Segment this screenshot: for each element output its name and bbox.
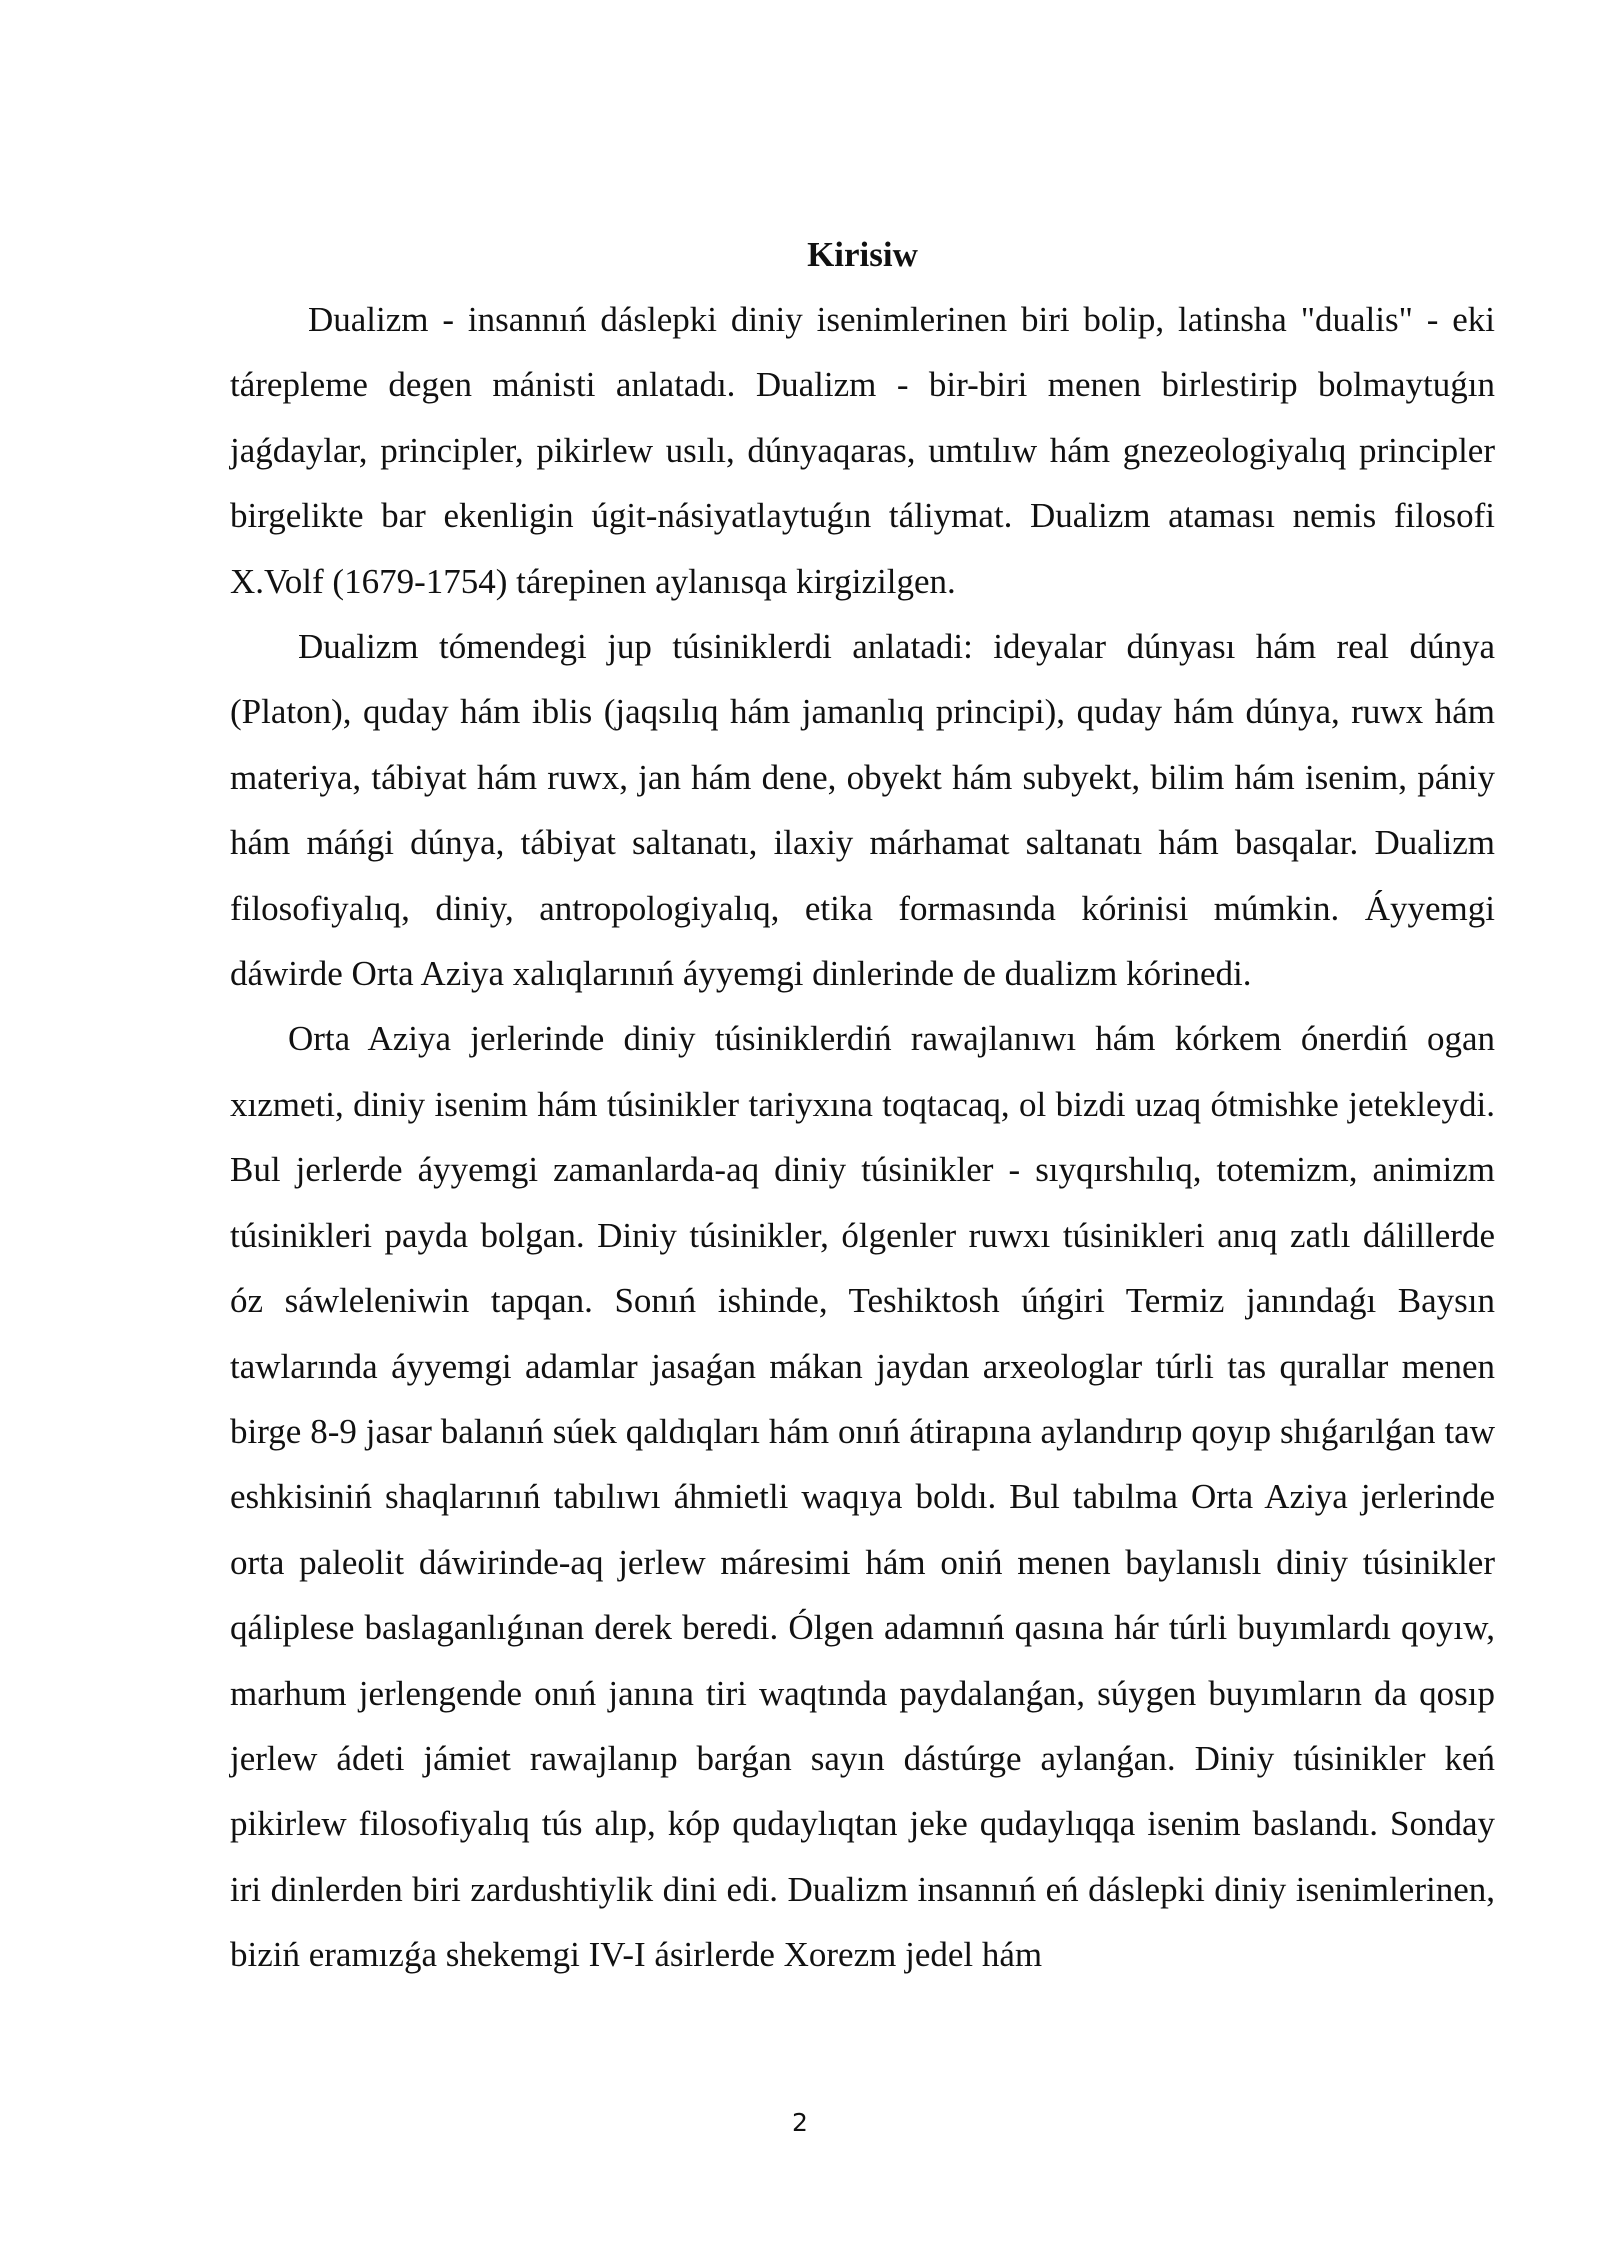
page-number: 2 bbox=[792, 2108, 808, 2137]
paragraph-3: Orta Aziya jerlerinde diniy túsiniklerdiń rawajlanıwı hám kórkem ónerdiń ogan xızmeti, diniy isenim hám túsinikler tariyxına toqtacaq, ol bizdi uzaq ótmishke jetekleydi. Bul jerlerde áyyemgi zamanlarda-aq diniy túsinikler - sıyqırshılıq, totemizm, animizm túsinikleri payda bolgan. Diniy túsinikler, ólgenler ruwxı túsinikleri anıq zatlı dálillerde óz sáwleleniwin tapqan. Sonıń ishinde, Teshiktosh úńgiri Termiz janındaǵı Baysın tawlarında áyyemgi adamlar jasaǵan mákan jaydan arxeologlar túrli tas qurallar menen birge 8-9 jasar balanıń súek qaldıqları hám onıń átirapına aylandırıp qoyıp shıǵarılǵan taw eshkisiniń shaqlarınıń tabılıwı áhmietli waqıya boldı. Bul tabılma Orta Aziya jerlerinde orta paleolit dáwirinde-aq jerlew máresimi hám oniń menen baylanıslı diniy túsinikler qáliplese baslaganlıǵınan derek beredi. Ólgen adamnıń qasına hár túrli buyımlardı qoyıw, marhum jerlengende onıń janına tiri waqtında paydalanǵan, súygen buyımların da qosıp jerlew ádeti jámiet rawajlanıp barǵan sayın dástúrge aylanǵan. Diniy túsinikler keń pikirlew filosofiyalıq tús alıp, kóp qudaylıqtan jeke qudaylıqqa isenim baslandı. Sonday iri dinlerden biri zardushtiylik dini edi. Dualizm insannıń eń dáslepki diniy isenimlerinen, biziń eramızǵa shekemgi IV-I ásirlerde Xorezm jedel hám bbox=[230, 1019, 1495, 1975]
paragraph-2: Dualizm tómendegi jup túsiniklerdi anlatadi: ideyalar dúnyası hám real dúnya (Platon), quday hám iblis (jaqsılıq hám jamanlıq principi), quday hám dúnya, ruwx hám materiya, tábiyat hám ruwx, jan hám dene, obyekt hám subyekt, bilim hám isenim, pániy hám máńgi dúnya, tábiyat saltanatı, ilaxiy márhamat saltanatı hám basqalar. Dualizm filosofiyalıq, diniy, antropologiyalıq, etika formasında kórinisi múmkin. Áyyemgi dáwirde Orta Aziya xalıqlarınıń áyyemgi dinlerinde de dualizm kórinedi. bbox=[230, 627, 1495, 994]
page-body bbox=[230, 222, 1495, 1988]
paragraph-1: Dualizm - insannıń dáslepki diniy isenimlerinen biri bolip, latinsha "dualis" - eki tárepleme degen mánisti anlatadı. Dualizm - bir-biri menen birlestirip bolmaytuǵın jaǵdaylar, principler, pikirlew usılı, dúnyaqaras, umtılıw hám gnezeologiyalıq principler birgelikte bar ekenligin úgit-násiyatlaytuǵın táliymat. Dualizm ataması nemis filosofi X.Volf (1679-1754) tárepinen aylanısqa kirgizilgen. bbox=[230, 300, 1495, 601]
page-title: Kirisiw bbox=[807, 235, 918, 274]
